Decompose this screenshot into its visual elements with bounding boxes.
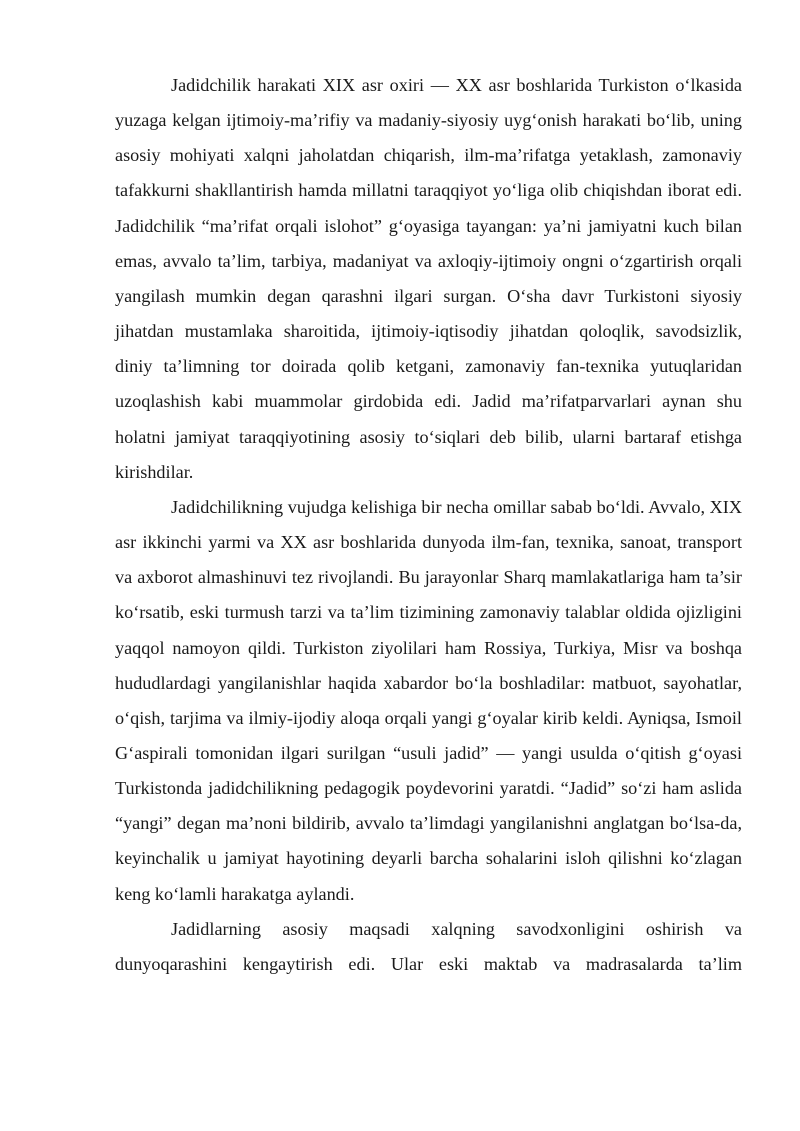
paragraph-3: Jadidlarning asosiy maqsadi xalqning savodxonligini oshirish va dunyoqarashini kengaytirish edi. Ular eski maktab va madrasalarda ta’lim	[115, 918, 742, 974]
document-page	[115, 68, 742, 982]
paragraph-2: Jadidchilikning vujudga kelishiga bir necha omillar sabab bo‘ldi. Avvalo, XIX asr ikkinchi yarmi va XX asr boshlarida dunyoda ilm-fan, texnika, sanoat, transport va axborot almashinuvi tez rivojlandi. Bu jarayonlar Sharq mamlakatlariga ham ta’sir ko‘rsatib, eski turmush tarzi va ta’lim tizimining zamonaviy talablar oldida ojizligini yaqqol namoyon qildi. Turkiston ziyolilari ham Rossiya, Turkiya, Misr va boshqa hududlardagi yangilanishlar haqida xabardor bo‘la boshladilar: matbuot, sayohatlar, o‘qish, tarjima va ilmiy-ijodiy aloqa orqali yangi g‘oyalar kirib keldi. Ayniqsa, Ismoil G‘aspirali tomonidan ilgari surilgan “usuli jadid” — yangi usulda o‘qitish g‘oyasi Turkistonda jadidchilikning pedagogik poydevorini yaratdi. “Jadid” so‘zi ham aslida “yangi” degan ma’noni bildirib, avvalo ta’limdagi yangilanishni anglatgan bo‘lsa-da, keyinchalik u jamiyat hayotining deyarli barcha sohalarini isloh qilishni ko‘zlagan keng ko‘lamli harakatga aylandi.	[115, 496, 742, 904]
paragraph-1: Jadidchilik harakati XIX asr oxiri — XX asr boshlarida Turkiston o‘lkasida yuzaga kelgan ijtimoiy-ma’rifiy va madaniy-siyosiy uyg‘onish harakati bo‘lib, uning asosiy mohiyati xalqni jaholatdan chiqarish, ilm-ma’rifatga yetaklash, zamonaviy tafakkurni shakllantirish hamda millatni taraqqiyot yo‘liga olib chiqishdan iborat edi. Jadidchilik “ma’rifat orqali islohot” g‘oyasiga tayangan: ya’ni jamiyatni kuch bilan emas, avvalo ta’lim, tarbiya, madaniyat va axloqiy-ijtimoiy ongni o‘zgartirish orqali yangilash mumkin degan qarashni ilgari surgan. O‘sha davr Turkistoni siyosiy jihatdan mustamlaka sharoitida, ijtimoiy-iqtisodiy jihatdan qoloqlik, savodsizlik, diniy ta’limning tor doirada qolib ketgani, zamonaviy fan-texnika yutuqlaridan uzoqlashish kabi muammolar girdobida edi. Jadid ma’rifatparvarlari aynan shu holatni jamiyat taraqqiyotining asosiy to‘siqlari deb bilib, ularni bartaraf etishga kirishdilar.	[115, 75, 742, 482]
